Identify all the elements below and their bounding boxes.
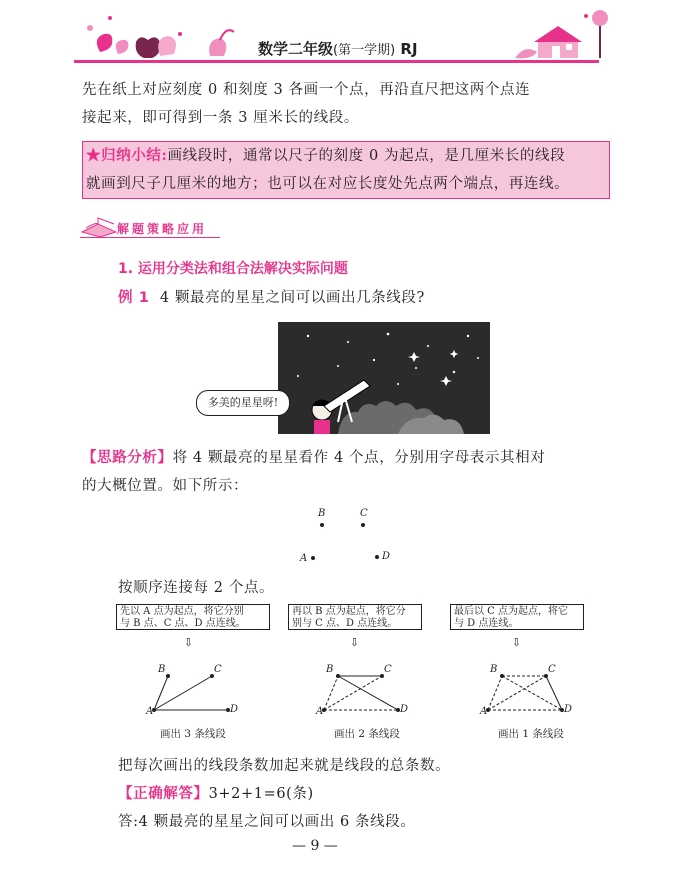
house-tree-right-icon bbox=[515, 10, 608, 58]
caption-step-2: 画出 2 条线段 bbox=[334, 728, 400, 740]
summary-label: ★归纳小结: bbox=[86, 147, 168, 164]
heading-method: 1. 运用分类法和组合法解决实际问题 bbox=[118, 261, 348, 277]
sum-sentence: 把每次画出的线段条数加起来就是线段的总条数。 bbox=[118, 758, 451, 774]
step-2-line-2: 别与 C 点、D 点连线。 bbox=[292, 618, 398, 629]
step-3-line-2: 与 D 点连线。 bbox=[454, 618, 519, 629]
header-rule bbox=[74, 60, 599, 63]
point-label-d: D bbox=[382, 551, 391, 562]
summary-line-2: 就画到尺子几厘米的地方；也可以在对应长度处先点两个端点，再连线。 bbox=[86, 176, 570, 192]
point-label-c: C bbox=[360, 508, 368, 519]
section-underline bbox=[80, 237, 220, 238]
d1-label-a: A bbox=[146, 706, 154, 717]
point-c bbox=[361, 523, 365, 527]
book-icon bbox=[80, 214, 118, 238]
d3-label-c: C bbox=[548, 664, 556, 675]
d2-label-c: C bbox=[384, 664, 392, 675]
step-2-line-1: 再以 B 点为起点，将它分 bbox=[292, 606, 406, 617]
stargazing-illustration bbox=[278, 322, 490, 434]
caption-step-3: 画出 1 条线段 bbox=[498, 728, 564, 740]
analysis-line-1 bbox=[82, 444, 545, 472]
arrow-down-icon: ⇩ bbox=[350, 636, 360, 649]
step-box-1 bbox=[116, 604, 270, 630]
point-label-b: B bbox=[318, 508, 326, 519]
page-number: — 9 — bbox=[292, 838, 338, 854]
d1-label-c: C bbox=[214, 664, 222, 675]
page-header-title bbox=[258, 38, 418, 59]
section-label: 解题策略应用 bbox=[117, 222, 208, 236]
connect-instruction: 按顺序连接每 2 个点。 bbox=[118, 580, 275, 596]
example-question: 4 颗最亮的星星之间可以画出几条线段? bbox=[159, 290, 425, 306]
header-term: (第一学期) bbox=[333, 43, 396, 58]
final-answer: 答:4 颗最亮的星星之间可以画出 6 条线段。 bbox=[118, 814, 416, 830]
d1-label-b: B bbox=[158, 664, 166, 675]
intro-line-1: 先在纸上对应刻度 0 和刻度 3 各画一个点，再沿直尺把这两个点连 bbox=[82, 82, 531, 98]
header-edition: RJ bbox=[400, 40, 418, 58]
d2-label-b: B bbox=[326, 664, 334, 675]
header-subject: 数学二年级 bbox=[258, 40, 334, 58]
example-label: 例 1 bbox=[118, 290, 150, 306]
heart-cluster-left-icon bbox=[87, 16, 234, 58]
answer-formula: 3+2+1=6(条) bbox=[208, 786, 314, 802]
arrow-down-icon: ⇩ bbox=[184, 636, 194, 649]
step-1-line-1: 先以 A 点为起点，将它分别 bbox=[120, 606, 244, 617]
step-box-3 bbox=[450, 604, 584, 630]
answer-label: 【正确解答】 bbox=[118, 786, 209, 802]
analysis-label: 【思路分析】 bbox=[82, 450, 173, 466]
d3-label-b: B bbox=[490, 664, 498, 675]
step-3-line-1: 最后以 C 点为起点，将它 bbox=[454, 606, 569, 617]
d2-label-a: A bbox=[316, 706, 324, 717]
analysis-text-1: 将 4 颗最亮的星星看作 4 个点，分别用字母表示其相对 bbox=[172, 450, 546, 466]
point-d bbox=[375, 555, 379, 559]
caption-step-1: 画出 3 条线段 bbox=[160, 728, 226, 740]
step-1-line-2: 与 B 点、C 点、D 点连线。 bbox=[120, 618, 246, 629]
arrow-down-icon: ⇩ bbox=[512, 636, 522, 649]
summary-line-1 bbox=[86, 142, 565, 170]
d1-label-d: D bbox=[230, 704, 239, 715]
d3-label-a: A bbox=[480, 706, 488, 717]
d2-label-d: D bbox=[400, 704, 409, 715]
point-b bbox=[320, 523, 324, 527]
summary-text-1: 画线段时，通常以尺子的刻度 0 为起点，是几厘米长的线段 bbox=[167, 148, 566, 164]
step-box-2 bbox=[288, 604, 422, 630]
analysis-line-2: 的大概位置。如下所示： bbox=[82, 478, 249, 494]
example-line bbox=[118, 284, 425, 312]
answer-line bbox=[118, 780, 314, 808]
d3-label-d: D bbox=[564, 704, 573, 715]
speech-bubble: 多美的星星呀! bbox=[196, 390, 290, 416]
point-label-a: A bbox=[300, 553, 308, 564]
point-a bbox=[311, 556, 315, 560]
intro-line-2: 接起来，即可得到一条 3 厘米长的线段。 bbox=[82, 110, 359, 126]
